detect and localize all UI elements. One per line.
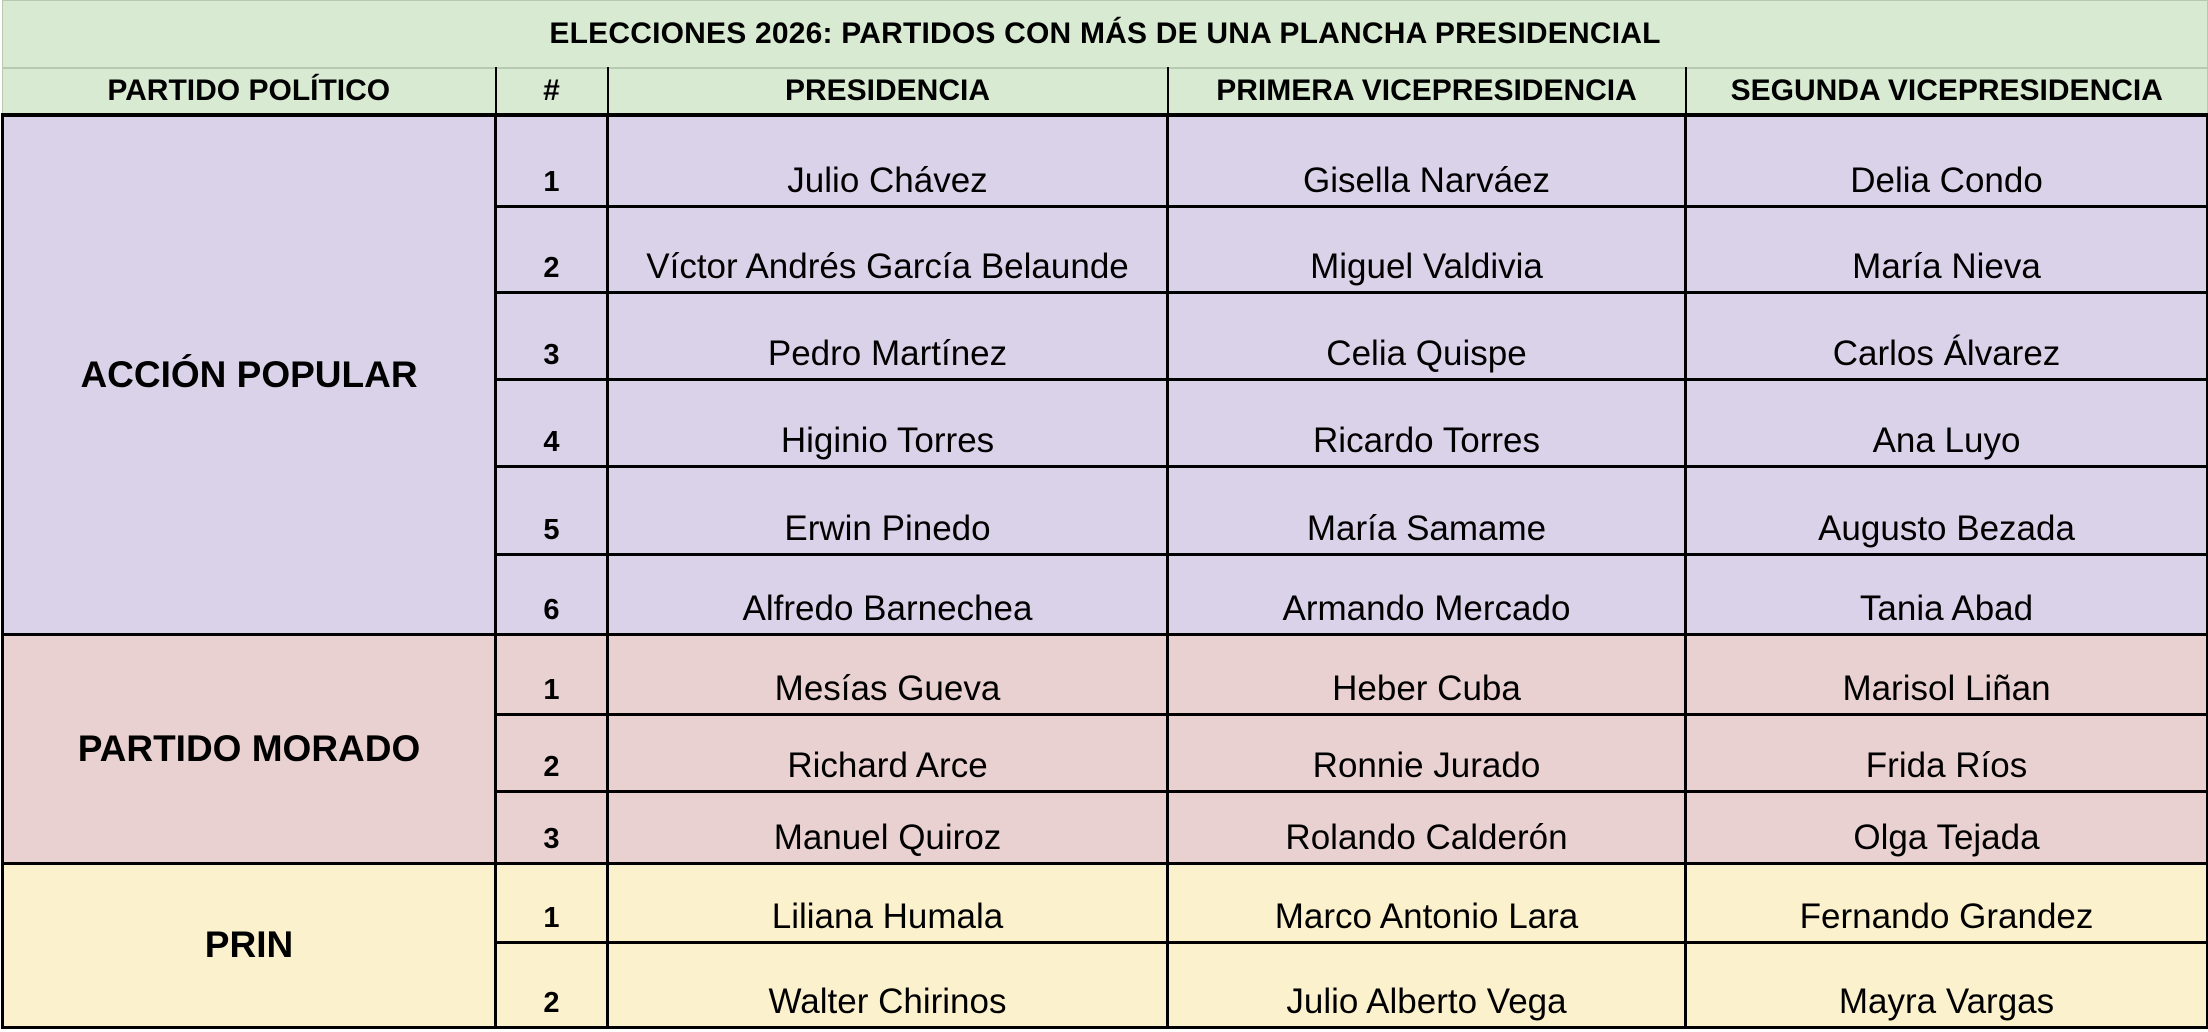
- ticket-number: 3: [496, 292, 608, 379]
- segunda-vicepresidencia-cell: Marisol Liñan: [1686, 634, 2208, 714]
- presidencia-cell: Víctor Andrés García Belaunde: [608, 206, 1168, 292]
- column-header-segunda-vicepresidencia: SEGUNDA VICEPRESIDENCIA: [1686, 68, 2208, 115]
- segunda-vicepresidencia-cell: Fernando Grandez: [1686, 863, 2208, 942]
- primera-vicepresidencia-cell: Ricardo Torres: [1168, 379, 1686, 466]
- party-partido-morado: PARTIDO MORADO: [3, 634, 496, 863]
- segunda-vicepresidencia-cell: Tania Abad: [1686, 554, 2208, 634]
- table-row: [3, 634, 2208, 714]
- segunda-vicepresidencia-cell: Olga Tejada: [1686, 791, 2208, 863]
- presidencia-cell: Mesías Gueva: [608, 634, 1168, 714]
- table-row: [3, 115, 2208, 206]
- presidencia-cell: Pedro Martínez: [608, 292, 1168, 379]
- primera-vicepresidencia-cell: Marco Antonio Lara: [1168, 863, 1686, 942]
- ticket-number: 3: [496, 791, 608, 863]
- presidencia-cell: Liliana Humala: [608, 863, 1168, 942]
- presidencia-cell: Erwin Pinedo: [608, 466, 1168, 554]
- segunda-vicepresidencia-cell: Augusto Bezada: [1686, 466, 2208, 554]
- column-header-partido: PARTIDO POLÍTICO: [3, 68, 496, 115]
- party-prin: PRIN: [3, 863, 496, 1027]
- primera-vicepresidencia-cell: Julio Alberto Vega: [1168, 942, 1686, 1027]
- ticket-number: 6: [496, 554, 608, 634]
- column-header-number: #: [496, 68, 608, 115]
- ticket-number: 5: [496, 466, 608, 554]
- header-row: [3, 68, 2208, 115]
- table-title: ELECCIONES 2026: PARTIDOS CON MÁS DE UNA PLANCHA PRESIDENCIAL: [3, 1, 2208, 69]
- presidencia-cell: Alfredo Barnechea: [608, 554, 1168, 634]
- segunda-vicepresidencia-cell: Carlos Álvarez: [1686, 292, 2208, 379]
- ticket-number: 4: [496, 379, 608, 466]
- party-accion-popular: ACCIÓN POPULAR: [3, 115, 496, 634]
- presidencia-cell: Richard Arce: [608, 714, 1168, 791]
- column-header-primera-vicepresidencia: PRIMERA VICEPRESIDENCIA: [1168, 68, 1686, 115]
- segunda-vicepresidencia-cell: Ana Luyo: [1686, 379, 2208, 466]
- segunda-vicepresidencia-cell: Mayra Vargas: [1686, 942, 2208, 1027]
- presidencia-cell: Higinio Torres: [608, 379, 1168, 466]
- ticket-number: 2: [496, 942, 608, 1027]
- ticket-number: 2: [496, 714, 608, 791]
- primera-vicepresidencia-cell: Celia Quispe: [1168, 292, 1686, 379]
- presidencia-cell: Walter Chirinos: [608, 942, 1168, 1027]
- presidencia-cell: Julio Chávez: [608, 115, 1168, 206]
- primera-vicepresidencia-cell: Ronnie Jurado: [1168, 714, 1686, 791]
- title-row: [3, 1, 2208, 69]
- primera-vicepresidencia-cell: Miguel Valdivia: [1168, 206, 1686, 292]
- segunda-vicepresidencia-cell: Delia Condo: [1686, 115, 2208, 206]
- segunda-vicepresidencia-cell: Frida Ríos: [1686, 714, 2208, 791]
- ticket-number: 1: [496, 863, 608, 942]
- primera-vicepresidencia-cell: Armando Mercado: [1168, 554, 1686, 634]
- ticket-number: 2: [496, 206, 608, 292]
- ticket-number: 1: [496, 115, 608, 206]
- column-header-presidencia: PRESIDENCIA: [608, 68, 1168, 115]
- primera-vicepresidencia-cell: Rolando Calderón: [1168, 791, 1686, 863]
- candidates-table: [1, 0, 2208, 1029]
- primera-vicepresidencia-cell: Gisella Narváez: [1168, 115, 1686, 206]
- segunda-vicepresidencia-cell: María Nieva: [1686, 206, 2208, 292]
- table-row: [3, 863, 2208, 942]
- primera-vicepresidencia-cell: Heber Cuba: [1168, 634, 1686, 714]
- primera-vicepresidencia-cell: María Samame: [1168, 466, 1686, 554]
- presidencia-cell: Manuel Quiroz: [608, 791, 1168, 863]
- ticket-number: 1: [496, 634, 608, 714]
